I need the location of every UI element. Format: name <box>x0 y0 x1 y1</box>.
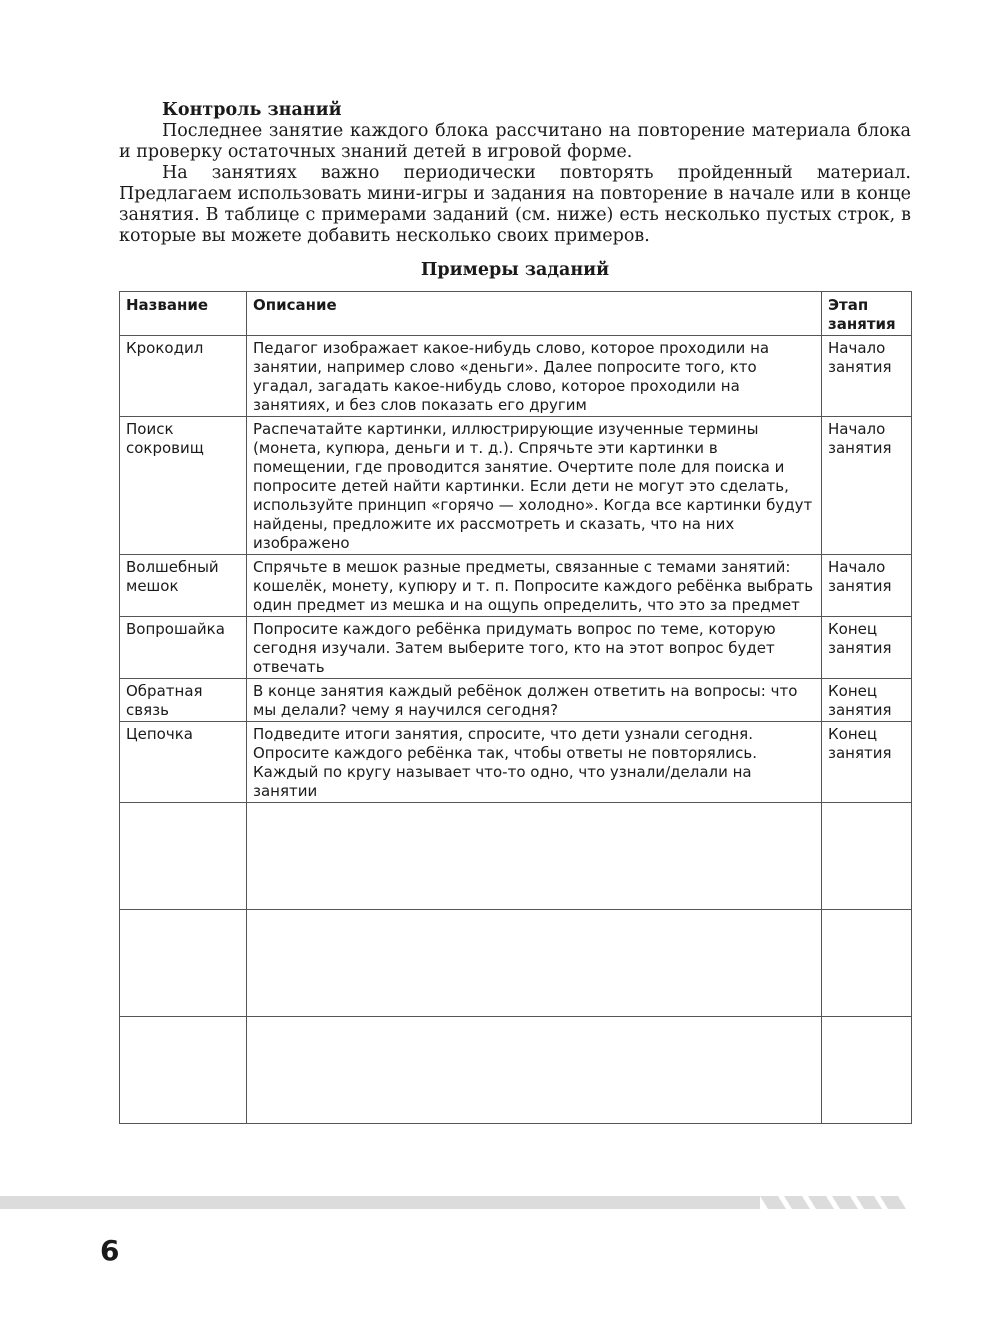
task-stage: Конец занятия <box>822 679 912 722</box>
table-header-row <box>120 292 912 336</box>
empty-table-row <box>120 803 912 910</box>
footer-stripes-decoration <box>760 1196 912 1209</box>
task-name: Цепочка <box>120 722 247 803</box>
table-row <box>120 417 912 555</box>
task-stage: Начало занятия <box>822 555 912 617</box>
task-name: Вопрошайка <box>120 617 247 679</box>
header-description: Описание <box>247 292 822 336</box>
task-description: Спрячьте в мешок разные предметы, связанные с темами занятий: кошелёк, монету, купюру и т. п. Попросите каждого ребёнка выбрать один предмет из мешка и на ощупь определить, что это за предмет <box>247 555 822 617</box>
task-name: Волшебный мешок <box>120 555 247 617</box>
paragraph-2: На занятиях важно периодически повторять пройденный материал. Предлагаем использовать мини-игры и задания на повторение в начале или в конце занятия. В таблице с примерами заданий (см. ниже) есть несколько пустых строк, в которые вы можете добавить несколько своих примеров. <box>119 163 911 246</box>
empty-cell <box>822 910 912 1017</box>
table-row <box>120 336 912 417</box>
tasks-table <box>119 291 912 1124</box>
task-name: Крокодил <box>120 336 247 417</box>
task-stage: Конец занятия <box>822 617 912 679</box>
empty-cell <box>120 1017 247 1124</box>
section-title: Контроль знаний <box>162 100 342 120</box>
task-description: Педагог изображает какое-нибудь слово, которое проходили на занятии, например слово «деньги». Далее попросите того, кто угадал, загадать какое-нибудь слово, которое проходили на занятиях, и без слов показать его другим <box>247 336 822 417</box>
empty-cell <box>120 910 247 1017</box>
header-stage: Этап занятия <box>822 292 912 336</box>
table-row <box>120 679 912 722</box>
task-name: Обратная связь <box>120 679 247 722</box>
task-stage: Начало занятия <box>822 417 912 555</box>
task-description: Распечатайте картинки, иллюстрирующие изученные термины (монета, купюра, деньги и т. д.). Спрячьте эти картинки в помещении, где проводится занятие. Очертите поле для поиска и попросите детей найти картинки. Если дети не могут это сделать, используйте принцип «горячо — холодно». Когда все картинки будут найдены, предложите их рассмотреть и сказать, что на них изображено <box>247 417 822 555</box>
task-stage: Начало занятия <box>822 336 912 417</box>
task-description: Подведите итоги занятия, спросите, что дети узнали сегодня. Опросите каждого ребёнка так, чтобы ответы не повторялись. Каждый по кругу называет что-то одно, что узнали/делали на занятии <box>247 722 822 803</box>
empty-cell <box>822 803 912 910</box>
table-title: Примеры заданий <box>420 260 610 280</box>
task-description: Попросите каждого ребёнка придумать вопрос по теме, которую сегодня изучали. Затем выберите того, кто на этот вопрос будет отвечать <box>247 617 822 679</box>
section-block <box>119 100 911 247</box>
page-number: 6 <box>100 1234 120 1267</box>
paragraph-1: Последнее занятие каждого блока рассчитано на повторение материала блока и проверку остаточных знаний детей в игровой форме. <box>119 121 911 162</box>
header-name: Название <box>120 292 247 336</box>
empty-cell <box>822 1017 912 1124</box>
empty-table-row <box>120 1017 912 1124</box>
empty-table-row <box>120 910 912 1017</box>
table-row <box>120 555 912 617</box>
task-stage: Конец занятия <box>822 722 912 803</box>
table-row <box>120 722 912 803</box>
empty-cell <box>247 1017 822 1124</box>
empty-cell <box>247 910 822 1017</box>
empty-cell <box>120 803 247 910</box>
task-description: В конце занятия каждый ребёнок должен ответить на вопросы: что мы делали? чему я научился сегодня? <box>247 679 822 722</box>
task-name: Поиск сокровищ <box>120 417 247 555</box>
table-row <box>120 617 912 679</box>
empty-cell <box>247 803 822 910</box>
